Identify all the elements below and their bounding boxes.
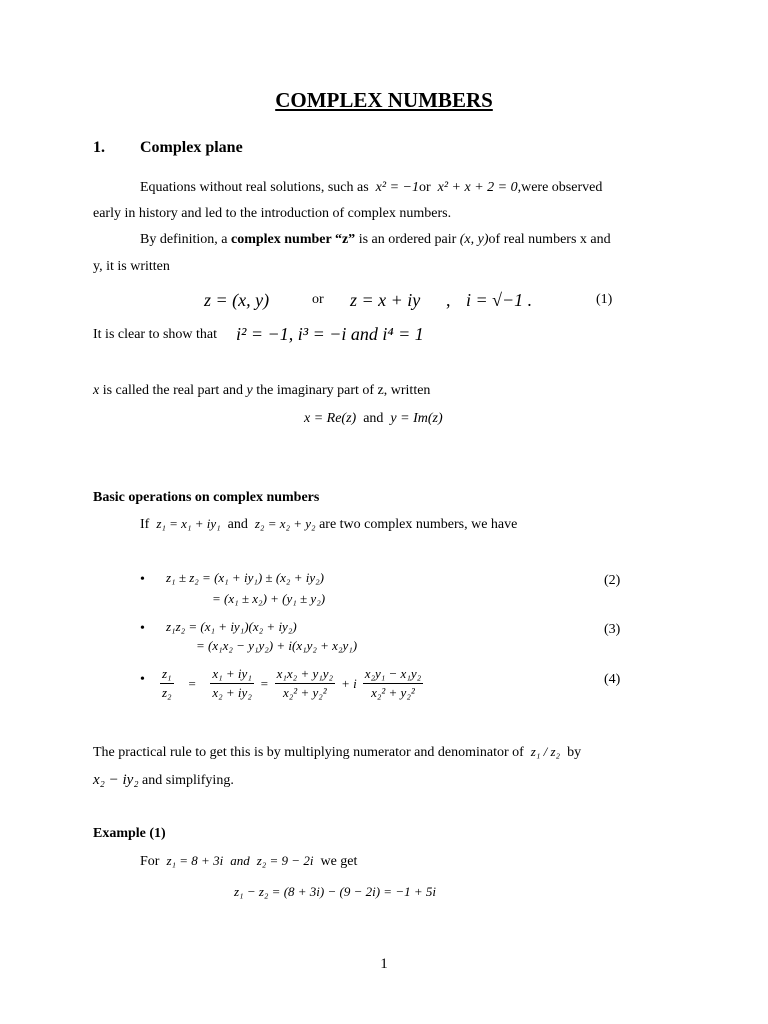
equation-x-squared: x² = −1 [375,180,419,195]
real-part-expr: x = Re(z) [304,411,357,426]
intro-paragraph-1: Equations without real solutions, such as x² = −1or x² + x + 2 = 0,were observed [140,180,603,195]
re-im-line: x = Re(z) and y = Im(z) [304,411,443,426]
bullet: • [140,672,145,687]
equation-algebraic-form: z = x + iy [350,290,421,310]
real-imag-definition: x is called the real part and y the imaginary part of z, written [93,383,431,398]
equation-label-3: (3) [604,622,621,637]
equation-ordered-pair: z = (x, y) [204,290,270,310]
example-given: For z₁ = 8 + 3i and z₂ = 9 − 2i we get [140,853,358,869]
bullet: • [140,621,145,636]
equation-comma: , [446,290,451,310]
equation-label-1: (1) [596,292,613,307]
fraction-real-part: $\frac{\text{x₁x₂ + y₁y₂}}{\text{x₂² + y₂²}}$ [276,666,334,700]
fraction-components: $\frac{\text{x₁ + iy₁}}{\text{x₂ + iy₂}}$ [212,666,252,700]
basic-operations-heading: Basic operations on complex numbers [93,490,320,505]
basic-operations-intro: If z₁ = x₁ + iy₁ and z₂ = x₂ + y₂ are two complex numbers, we have [140,516,518,532]
bullet: • [140,572,145,587]
quotient-equation: $\frac{\text{z₁}}{\text{z₂}}$ = $\frac{\text{x₁ + iy₁}}{\text{x₂ + iy₂}}$ = $\frac{\text{x₁x₂ + y₁y₂}}{\text{x₂² + y₂²}}$ + i $\frac{\text{x₂y₁ − x₁y₂}}{\text{x₂² + y₂²}}$ [162,666,422,700]
or-word: or [312,292,324,307]
section-heading: Complex plane [140,139,243,156]
practical-rule-line2: x₂ − iy₂ and simplifying. [93,772,234,788]
complex-number-term: complex number “z” [231,232,356,247]
example-result: z₁ − z₂ = (8 + 3i) − (9 − 2i) = −1 + 5i [234,884,436,899]
page-number: 1 [380,956,388,972]
product-line2: = (x₁x₂ − y₁y₂) + i(x₁y₂ + x₂y₁) [196,638,358,653]
powers-of-i: i² = −1, i³ = −i and i⁴ = 1 [236,324,424,344]
sum-difference-line2: = (x₁ ± x₂) + (y₁ ± y₂) [212,591,326,606]
equation-label-4: (4) [604,672,621,687]
fraction-z1-over-z2: $\frac{\text{z₁}}{\text{z₂}}$ [162,666,172,700]
practical-rule-line1: The practical rule to get this is by multiplying numerator and denominator of z₁ / z₂ by [93,744,582,760]
product-line1: z₁z₂ = (x₁ + iy₁)(x₂ + iy₂) [166,619,297,634]
definition-paragraph-line2: y, it is written [93,259,170,274]
equation-imaginary-unit: i = √−1 . [466,290,533,310]
example-heading: Example (1) [93,826,166,841]
equation-quadratic: x² + x + 2 = 0 [437,180,518,195]
powers-lead: It is clear to show that [93,327,218,342]
intro-paragraph-1-line2: early in history and led to the introduction of complex numbers. [93,206,452,221]
sum-difference-line1: z₁ ± z₂ = (x₁ + iy₁) ± (x₂ + iy₂) [166,570,324,585]
fraction-imag-part: $\frac{\text{x₂y₁ − x₁y₂}}{\text{x₂² + y₂²}}$ [364,666,422,700]
page-title: COMPLEX NUMBERS [275,88,493,112]
imag-part-expr: y = Im(z) [390,411,443,426]
section-number: 1. [93,139,105,156]
equation-label-2: (2) [604,573,621,588]
definition-paragraph: By definition, a complex number “z” is an ordered pair (x, y)of real numbers x and [140,232,611,247]
